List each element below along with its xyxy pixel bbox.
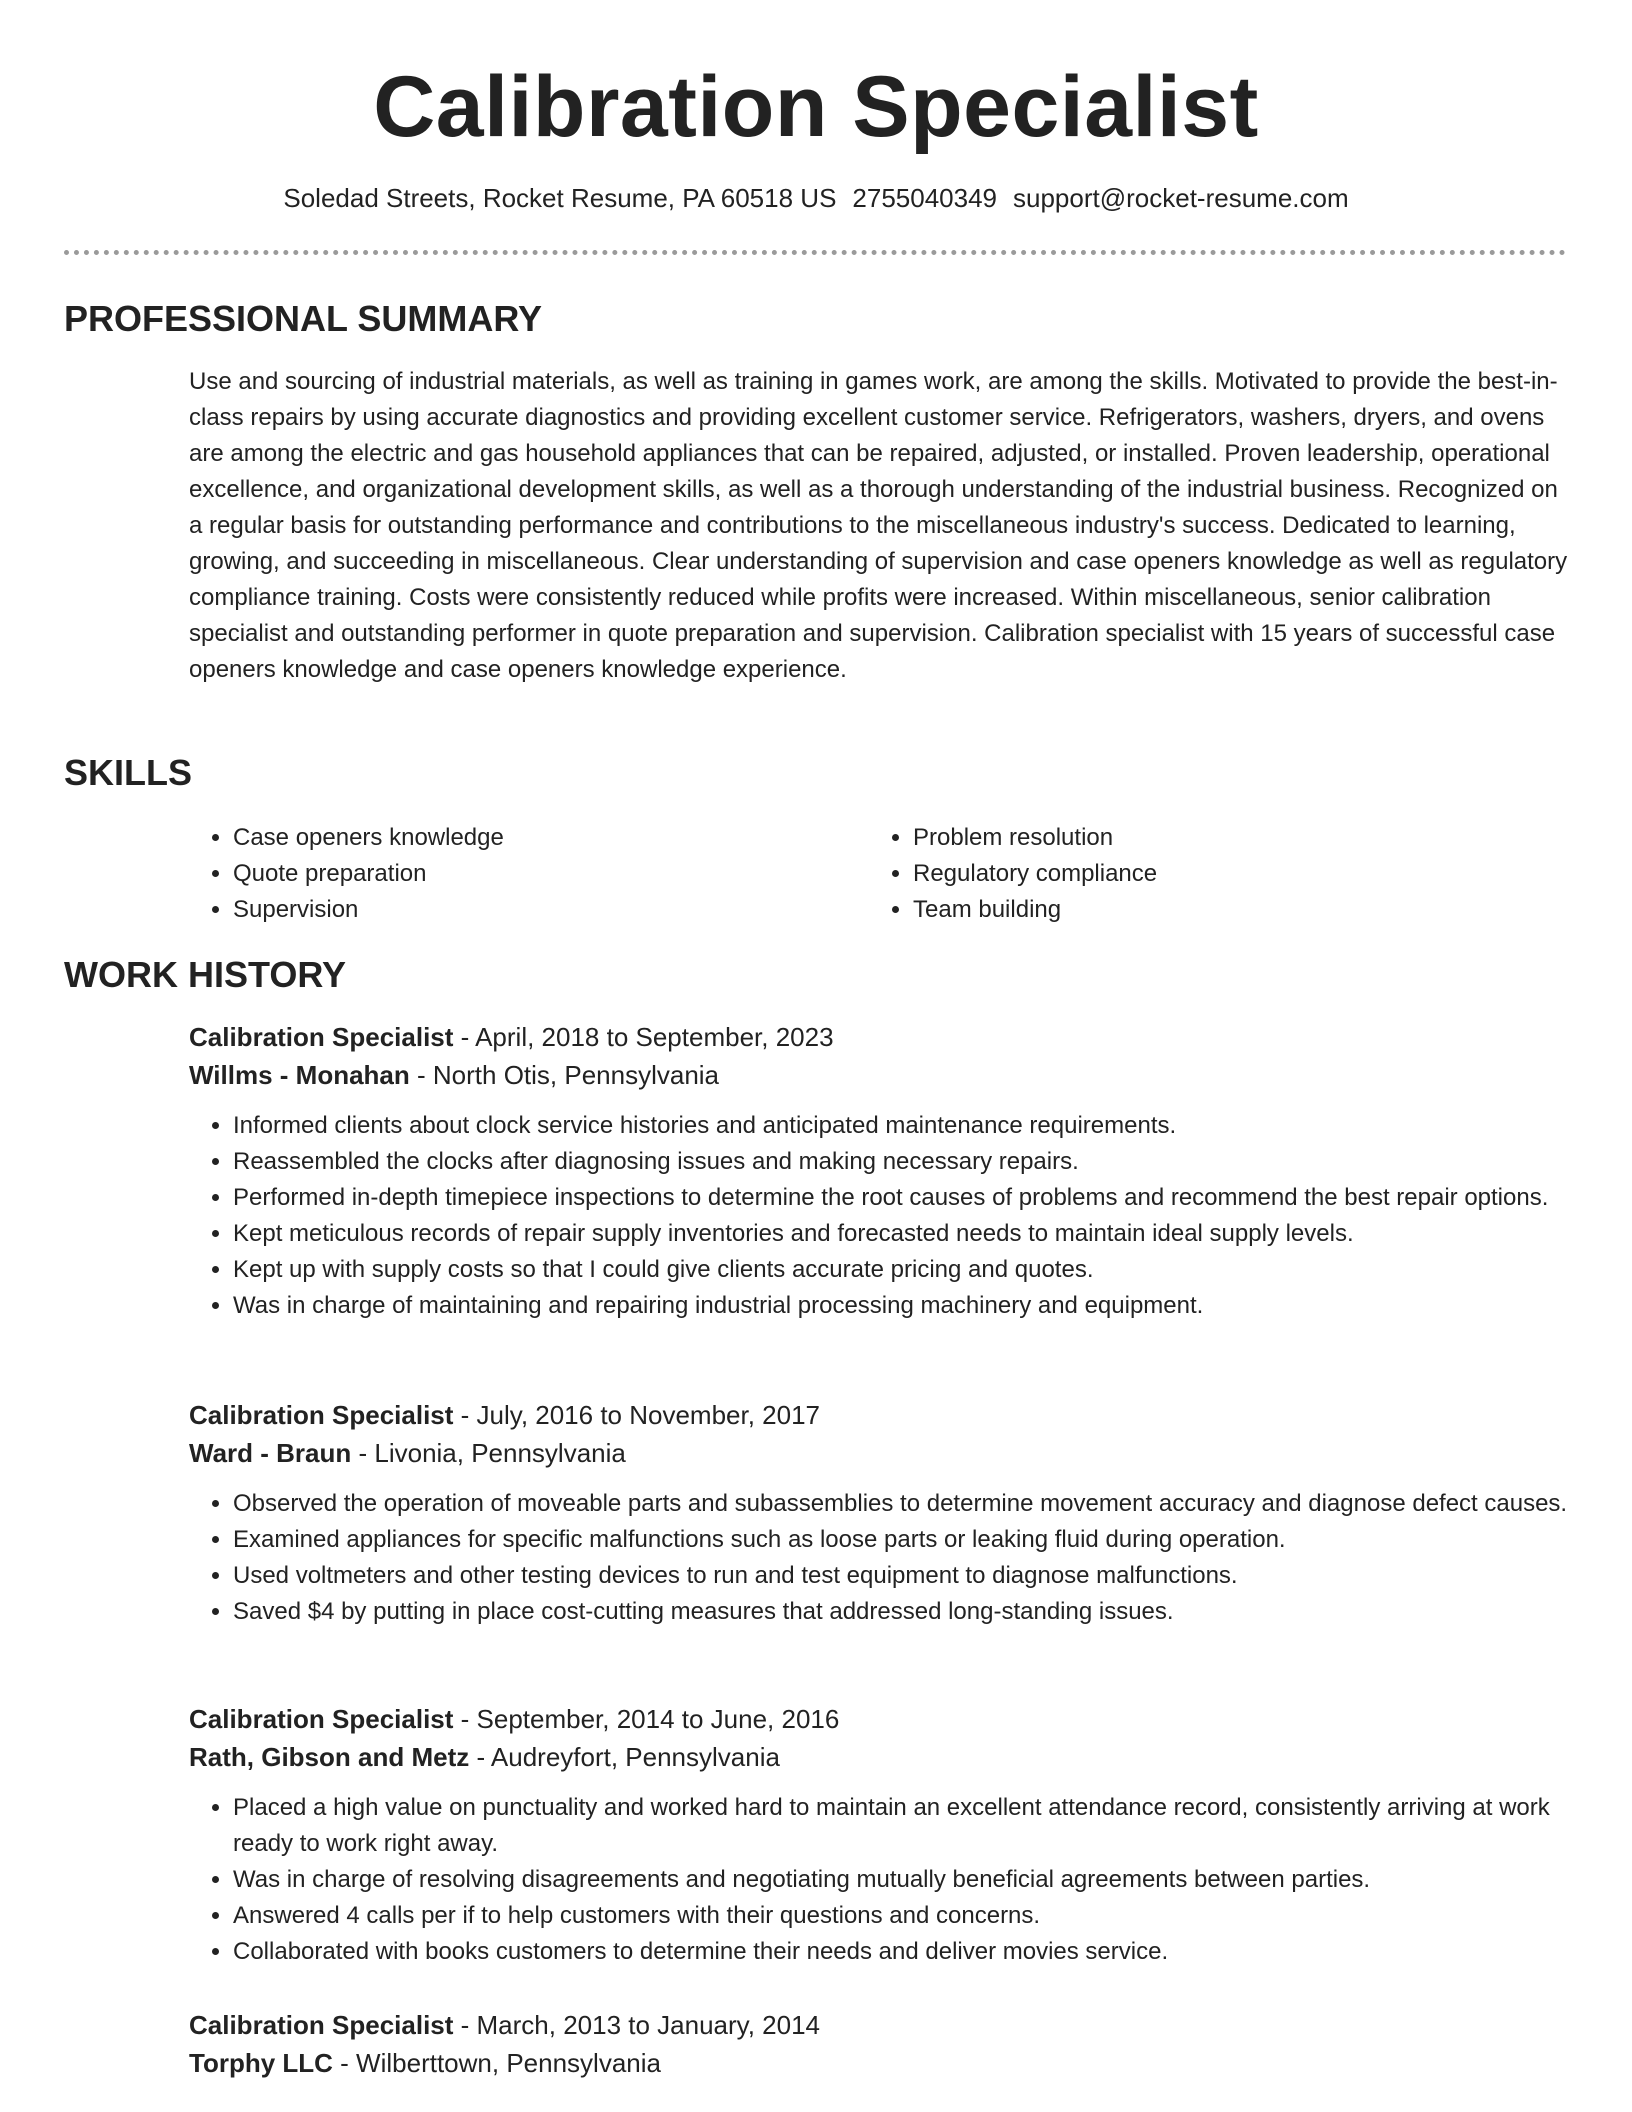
job-dates: - April, 2018 to September, 2023 [453,1022,834,1052]
contact-email[interactable]: support@rocket-resume.com [1013,183,1349,213]
job-role: Calibration Specialist [189,2010,454,2040]
job-location: - North Otis, Pennsylvania [409,1060,720,1090]
job-bullet: • Saved $4 by putting in place cost-cutting measures that addressed long-standing issues. [233,1594,1569,1630]
job-bullet: • Placed a high value on punctuality and worked hard to maintain an excellent attendance record, consistently arriving at work ready to work right away. [233,1790,1569,1862]
job-bullets [189,1486,1569,1630]
skills-column-right [869,820,1549,928]
job-dates: - July, 2016 to November, 2017 [453,1400,821,1430]
job-title-line [189,1018,1569,1056]
job-bullet: • Kept meticulous records of repair supply inventories and forecasted needs to maintain ideal supply levels. [233,1216,1569,1252]
job-title-line [189,2006,1569,2044]
contact-line [0,180,1632,216]
job-bullet: • Examined appliances for specific malfunctions such as loose parts or leaking fluid during operation. [233,1522,1569,1558]
job-company: Rath, Gibson and Metz [189,1742,470,1772]
skill-item: • Team building [913,892,1549,928]
job-bullet: • Performed in-depth timepiece inspections to determine the root causes of problems and recommend the best repair options. [233,1180,1569,1216]
job-entry [189,1396,1569,1630]
skills-heading: SKILLS [64,752,193,793]
job-title-line [189,1700,1569,1738]
job-role: Calibration Specialist [189,1704,454,1734]
job-location: - Wilberttown, Pennsylvania [332,2048,661,2078]
job-bullets [189,1790,1569,1970]
job-company: Ward - Braun [189,1438,352,1468]
job-company-line [189,1434,1569,1472]
skills-list [189,820,1569,928]
job-role: Calibration Specialist [189,1400,454,1430]
skill-item: • Supervision [233,892,869,928]
job-bullet: • Observed the operation of moveable parts and subassemblies to determine movement accuracy and diagnose defect causes. [233,1486,1569,1522]
job-bullet: • Was in charge of maintaining and repairing industrial processing machinery and equipment. [233,1288,1569,1324]
skill-item: • Quote preparation [233,856,869,892]
job-company-line [189,1738,1569,1776]
job-bullet: • Collaborated with books customers to determine their needs and deliver movies service. [233,1934,1569,1970]
job-bullet: • Was in charge of resolving disagreements and negotiating mutually beneficial agreements between parties. [233,1862,1569,1898]
job-location: - Livonia, Pennsylvania [351,1438,626,1468]
job-bullet: • Informed clients about clock service histories and anticipated maintenance requirements. [233,1108,1569,1144]
job-bullets [189,1108,1569,1324]
summary-text: Use and sourcing of industrial materials, as well as training in games work, are among the skills. Motivated to provide the best-in-class repairs by using accurate diagnostics and providing excellent customer service. Refrigerators, washers, dryers, and ovens are among the electric and gas household appliances that can be repaired, adjusted, or installed. Proven leadership, operational excellence, and organizational development skills, as well as a thorough understanding of the industrial business. Recognized on a regular basis for outstanding performance and contributions to the miscellaneous industry's success. Dedicated to learning, growing, and succeeding in miscellaneous. Clear understanding of supervision and case openers knowledge as well as regulatory compliance training. Costs were consistently reduced while profits were increased. Within miscellaneous, senior calibration specialist and outstanding performer in quote preparation and supervision. Calibration specialist with 15 years of successful case openers knowledge and case openers knowledge experience. [189,368,1568,683]
job-role: Calibration Specialist [189,1022,454,1052]
job-entry [189,2006,1569,2082]
contact-phone: 2755040349 [852,183,998,213]
job-location: - Audreyfort, Pennsylvania [469,1742,780,1772]
skill-item: • Problem resolution [913,820,1549,856]
job-dates: - September, 2014 to June, 2016 [453,1704,840,1734]
job-bullet: • Used voltmeters and other testing devices to run and test equipment to diagnose malfunctions. [233,1558,1569,1594]
job-company-line [189,1056,1569,1094]
job-dates: - March, 2013 to January, 2014 [453,2010,821,2040]
skill-item: • Regulatory compliance [913,856,1549,892]
skills-column-left [189,820,869,928]
job-title-line [189,1396,1569,1434]
resume-name: Calibration Specialist [373,59,1259,155]
skill-item: • Case openers knowledge [233,820,869,856]
contact-address: Soledad Streets, Rocket Resume, PA 60518 US [283,183,837,213]
job-company-line [189,2044,1569,2082]
job-bullet: • Reassembled the clocks after diagnosing issues and making necessary repairs. [233,1144,1569,1180]
work-history-heading: WORK HISTORY [64,954,347,995]
job-entry [189,1018,1569,1324]
job-entry [189,1700,1569,1970]
job-bullet: • Answered 4 calls per if to help customers with their questions and concerns. [233,1898,1569,1934]
header-divider [64,250,1566,255]
job-company: Torphy LLC [189,2048,333,2078]
summary-heading: PROFESSIONAL SUMMARY [64,298,543,339]
job-bullet: • Kept up with supply costs so that I could give clients accurate pricing and quotes. [233,1252,1569,1288]
job-company: Willms - Monahan [189,1060,410,1090]
